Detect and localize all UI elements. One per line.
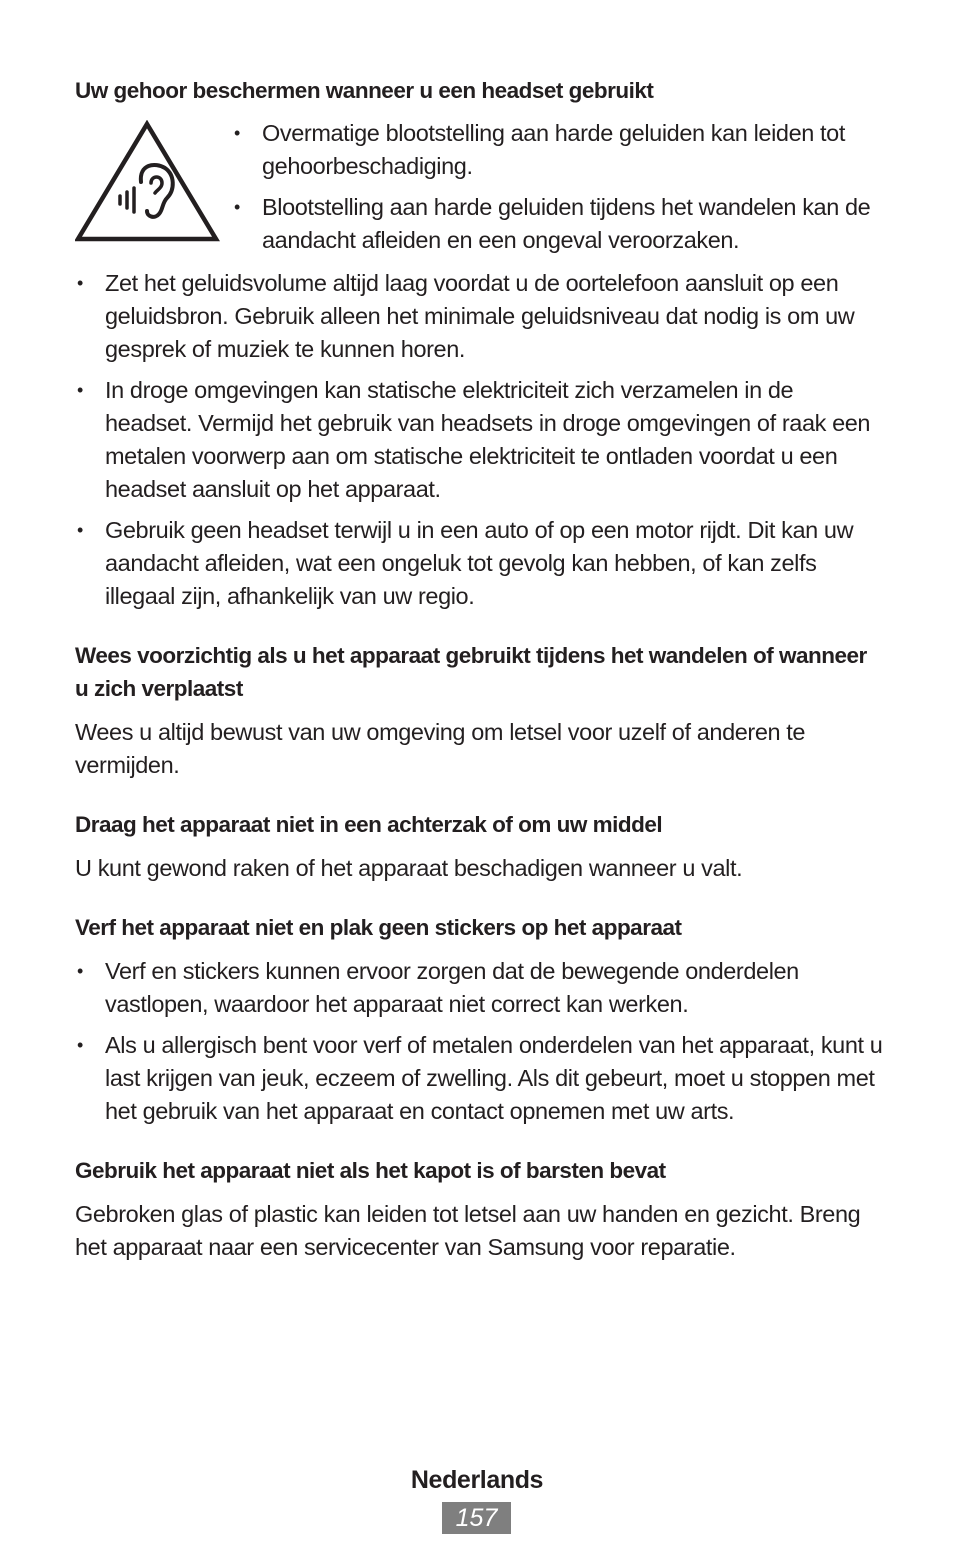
bullet-icon: • <box>77 273 83 293</box>
bullet-icon: • <box>77 380 83 400</box>
list-item: • In droge omgevingen kan statische elektriciteit zich verzamelen in de headset. Vermijd het gebruik van headsets in droge omgevingen of raak een metalen voorwerp aan om statische elektriciteit te ontladen voordat u een headset aansluit op het apparaat. <box>75 374 885 506</box>
section-hearing-protection <box>75 74 885 613</box>
section-paint-stickers <box>75 911 885 1128</box>
warning-row <box>75 117 885 265</box>
section-walking <box>75 639 885 782</box>
bullet-icon: • <box>234 197 240 217</box>
section-back-pocket <box>75 808 885 885</box>
icon-bullet-list <box>232 117 885 265</box>
bullet-list <box>75 955 885 1128</box>
bullet-icon: • <box>234 123 240 143</box>
list-item: • Blootstelling aan harde geluiden tijdens het wandelen kan de aandacht afleiden en een ongeval veroorzaken. <box>232 191 885 257</box>
section-heading: Draag het apparaat niet in een achterzak of om uw middel <box>75 812 663 837</box>
section-heading: Uw gehoor beschermen wanneer u een headset gebruikt <box>75 78 654 103</box>
section-heading: Wees voorzichtig als u het apparaat gebruikt tijdens het wandelen of wanneer u zich verplaatst <box>75 643 867 701</box>
footer-language: Nederlands <box>410 1466 544 1494</box>
list-item: • Zet het geluidsvolume altijd laag voordat u de oortelefoon aansluit op een geluidsbron. Gebruik alleen het minimale geluidsniveau dat nodig is om uw gesprek of muziek te kunnen horen. <box>75 267 885 366</box>
bullet-icon: • <box>77 520 83 540</box>
document-page <box>75 74 885 1264</box>
section-heading: Gebruik het apparaat niet als het kapot is of barsten bevat <box>75 1158 666 1183</box>
list-item: • Verf en stickers kunnen ervoor zorgen dat de bewegende onderdelen vastlopen, waardoor het apparaat niet correct kan werken. <box>75 955 885 1021</box>
list-item: • Als u allergisch bent voor verf of metalen onderdelen van het apparaat, kunt u last krijgen van jeuk, eczeem of zwelling. Als dit gebeurt, moet u stoppen met het gebruik van het apparaat en contact opnemen met uw arts. <box>75 1029 885 1128</box>
section-broken-device <box>75 1154 885 1264</box>
bullet-icon: • <box>77 1035 83 1055</box>
section-body: Wees u altijd bewust van uw omgeving om letsel voor uzelf of anderen te vermijden. <box>75 719 806 778</box>
page-number: 157 <box>442 1502 511 1534</box>
section-heading: Verf het apparaat niet en plak geen stickers op het apparaat <box>75 915 682 940</box>
list-item: • Overmatige blootstelling aan harde geluiden kan leiden tot gehoorbeschadiging. <box>232 117 885 183</box>
section-body: Gebroken glas of plastic kan leiden tot letsel aan uw handen en gezicht. Breng het apparaat naar een servicecenter van Samsung voor reparatie. <box>75 1201 861 1260</box>
section-body: U kunt gewond raken of het apparaat beschadigen wanneer u valt. <box>75 855 743 881</box>
bullet-list <box>75 267 885 613</box>
list-item: • Gebruik geen headset terwijl u in een auto of op een motor rijdt. Dit kan uw aandacht afleiden, wat een ongeluk tot gevolg kan hebben, of kan zelfs illegaal zijn, afhankelijk van uw regio. <box>75 514 885 613</box>
hearing-warning-icon <box>75 120 220 245</box>
bullet-icon: • <box>77 961 83 981</box>
